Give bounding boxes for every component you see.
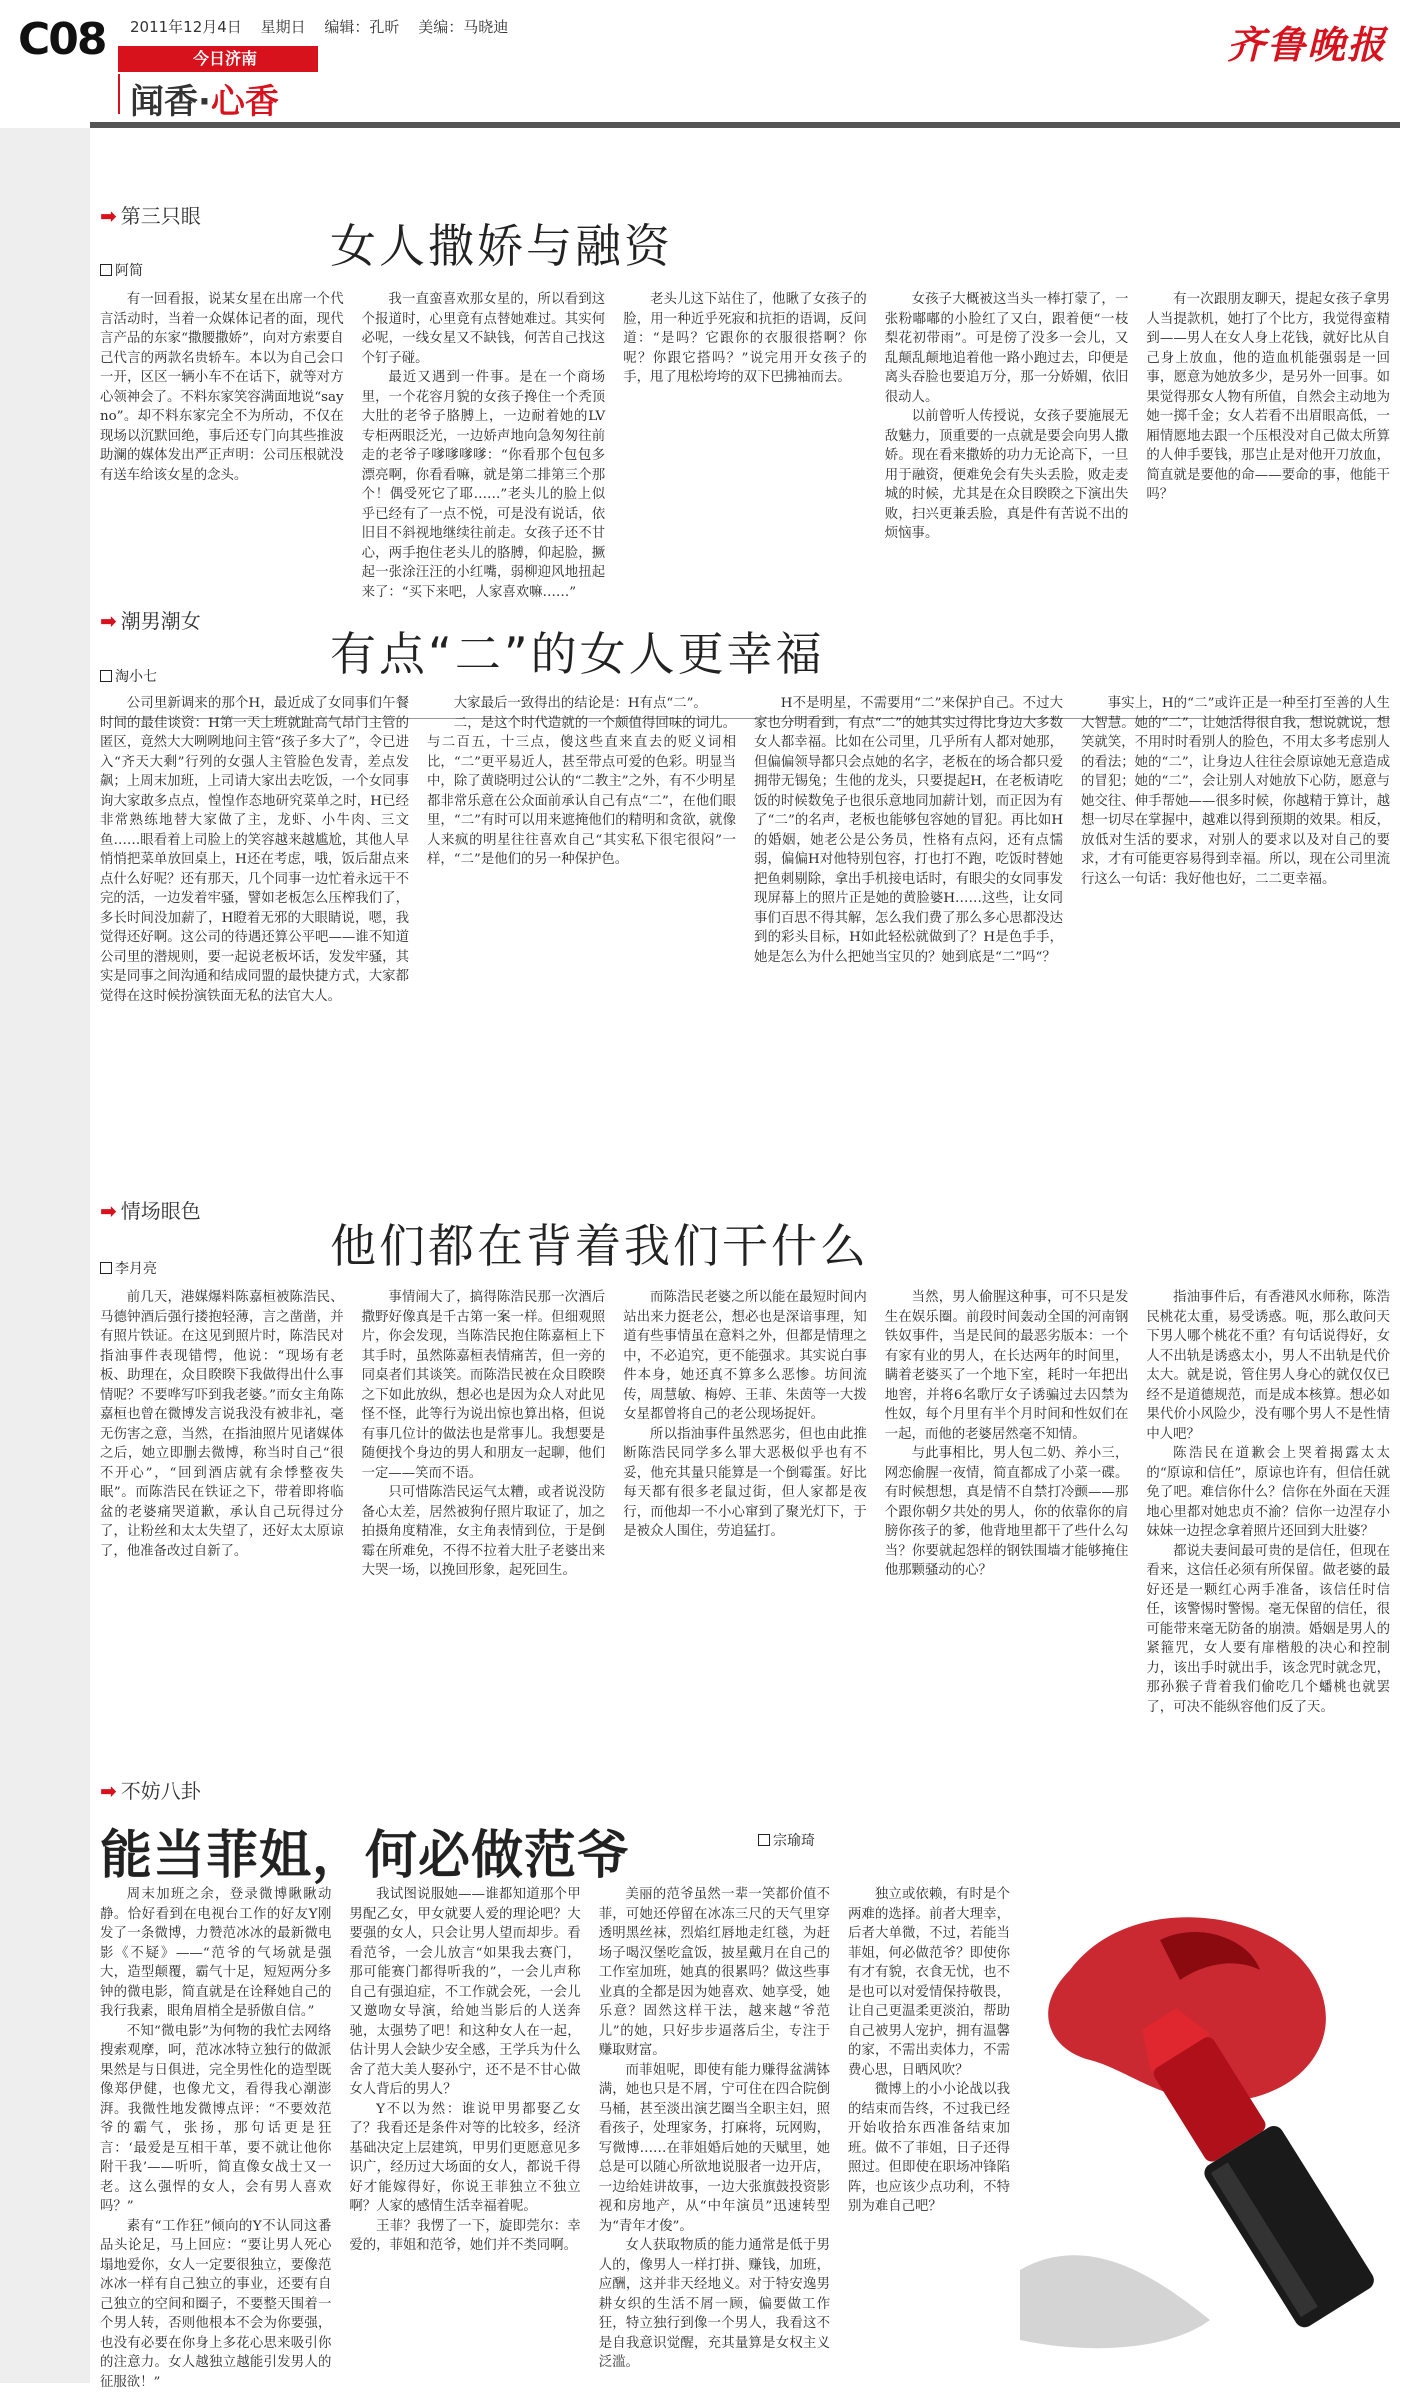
paragraph: 我试图说服她——谁都知道那个甲男配乙女，甲女就要人爱的理论吧？大要强的女人，只会让男人望而却步。看看范爷，一会儿放言“如果我去赛门，那可能赛门都得听我的”，一会儿声称自己有强迫症，不工作就会死，一会儿又邀吻女导演，给她当影后的人送奔驰，太强势了吧！和这种女人在一起，估计男人会缺少安全感，王学兵为什么舍了范大美人娶孙宁，还不是不甘心做女人背后的男人？ bbox=[349, 1885, 580, 2100]
byline-box-icon bbox=[758, 1834, 770, 1846]
paragraph: 素有“工作狂”倾向的Y不认同这番品头论足，马上回应：“要让男人死心塌地爱你，女人一定要很独立，要像范冰冰一样有自己独立的事业，还要有自己独立的空间和圈子，不要整天围着一个男人转，否则他根本不会为你要强，也没有必要在你身上多花心思来吸引你的注意力。女人越独立越能引发男人的征服欲！” bbox=[100, 2217, 331, 2392]
column-name: 不妨八卦 bbox=[121, 1779, 201, 1803]
paragraph: 不知“微电影”为何物的我忙去网络搜索观摩，呵，范冰冰特立独行的做派果然是与日俱进，完全男性化的造型既像郑伊健，也像尤文，看得我心潮澎湃。我微性地发微博点评：“不要效范爷的霸气，张扬，那句话更是狂言：‘最爱是互相干革，要不就让他你附干我’——听听，简直像女战士又一老。这么强悍的女人，会有男人喜欢吗？” bbox=[100, 2022, 331, 2217]
article-4-byline bbox=[758, 1830, 815, 1850]
paragraph: 以前曾听人传授说，女孩子要施展无敌魅力，顶重要的一点就是要会向男人撒娇。现在看来撒娇的功力无论高下，一旦用于融资，便难免会有失头丢脸，败走麦城的时候，尤其是在众目睽睽之下演出失败，扫兴更兼丢脸，真是件有苦说不出的烦恼事。 bbox=[885, 407, 1129, 544]
author: 阿简 bbox=[115, 263, 143, 279]
article-2-col-1 bbox=[100, 694, 409, 1164]
article-3-title: 他们都在背着我们干什么 bbox=[330, 1210, 869, 1276]
article-2-col-4 bbox=[1081, 694, 1390, 1164]
paragraph: 事实上，H的“二”或许正是一种至打至善的人生大智慧。她的“二”，让她活得很自我，想说就说，想笑就笑，不用时时看别人的脸色，不用太多考虑别人的看法；她的“二”，让身边人往往会原谅她无意造成的冒犯；她的“二”，会让别人对她放下心防，愿意与她交往、伸手帮她——很多时候，你越精于算计，越想一切尽在掌握中，越难以得到预期的效果。相反，放低对生活的要求，对别人的要求以及对自己的要求，才有可能更容易得到幸福。所以，现在公司里流行这么一句话：我好他也好，二二更幸福。 bbox=[1081, 694, 1390, 889]
paragraph: 我一直蛮喜欢那女星的，所以看到这个报道时，心里竟有点替她难过。其实何必呢，一线女星又不缺钱，何苦自己找这个钉子碰。 bbox=[362, 290, 606, 368]
arrow-icon: ➡ bbox=[100, 609, 117, 633]
issue-weekday: 星期日 bbox=[261, 18, 306, 36]
article-2-title: 有点“二”的女人更幸福 bbox=[330, 618, 825, 684]
article-1-col-5 bbox=[1146, 290, 1390, 715]
article-4-title: 能当菲姐，何必做范爷 bbox=[100, 1813, 630, 1888]
section-divider bbox=[118, 74, 120, 114]
paragraph: 当然，男人偷腥这种事，可不只是发生在娱乐圈。前段时间轰动全国的河南钢铁奴事件，当是民间的最恶劣版本：一个有家有业的男人，在长达两年的时间里，瞒着老婆买了一个地下室，耗时一年把出地窖，并将6名歌厅女子诱骗过去囚禁为性奴，每个月里有半个月时间和性奴们在一起，而他的老婆居然毫不知情。 bbox=[885, 1288, 1129, 1444]
paragraph: 王菲？我愣了一下，旋即莞尔：幸爱的，菲姐和范爷，她们并不类同啊。 bbox=[349, 2217, 580, 2256]
column-name: 第三只眼 bbox=[121, 204, 201, 228]
arrow-icon: ➡ bbox=[100, 204, 117, 228]
paragraph: 大家最后一致得出的结论是：H有点“二”。 bbox=[427, 694, 736, 714]
editor-credit: 编辑：孔昕 bbox=[324, 18, 399, 36]
article-4-col-3 bbox=[599, 1885, 830, 2365]
designer-credit: 美编：马晓迪 bbox=[418, 18, 508, 36]
paragraph: 所以指油事件虽然恶劣，但也由此推断陈浩民同学多么罪大恶极似乎也有不妥，他充其量只能算是一个倒霉蛋。好比每天都有很多老鼠过街，但人家都是夜行，而他却一不小心窜到了聚光灯下，于是被众人围住，劳追猛打。 bbox=[623, 1425, 867, 1542]
author: 淘小七 bbox=[115, 669, 157, 685]
tag-label: 今日济南 bbox=[145, 46, 305, 72]
byline-box-icon bbox=[100, 670, 112, 682]
arrow-icon: ➡ bbox=[100, 1779, 117, 1803]
paragraph: 独立或依赖，有时是个两难的选择。前者大理幸，后者大单微，不过，若能当菲姐，何必做范爷？即使你有才有貌，衣食无忧，也不是也可以对爱情保持敬畏，让自己更温柔更淡泊，帮助自己被男人宠护，拥有温馨的家，不需出卖体力，不需费心思，日晒风吹？ bbox=[848, 1885, 1010, 2080]
paragraph: 与此事相比，男人包二奶、养小三，网恋偷腥一夜情，简直都成了小菜一碟。有时候想想，真是情不自禁打冷颤——那个跟你朝夕共处的男人，你的依靠你的肩膀你孩子的爹，他背地里都干了些什么勾当？你要就起怨样的钢铁围墙才能够掩住他那颗骚动的心？ bbox=[885, 1444, 1129, 1581]
paragraph: 女孩子大概被这当头一棒打蒙了，一张粉嘟嘟的小脸红了又白，跟着便“一枝梨花初带雨”。可是傍了没多一会儿，又乱颠乱颠地追着他一路小跑过去，印便是离头吞脸也要追万分，那一分娇媚，依旧很动人。 bbox=[885, 290, 1129, 407]
article-3-col-3 bbox=[623, 1288, 867, 1748]
section-title-a: 闻香 bbox=[130, 82, 198, 122]
article-1-byline bbox=[100, 260, 143, 280]
column-tag-2 bbox=[100, 605, 201, 634]
paragraph: 老头儿这下站住了，他瞅了女孩子的脸，用一种近乎死寂和抗拒的语调，反问道：“是吗？它跟你的衣服很搭啊？你呢？你跟它搭吗？”说完用开女孩子的手，甩了甩松垮垮的双下巴拂袖而去。 bbox=[623, 290, 867, 388]
left-margin bbox=[0, 128, 90, 2383]
paragraph: 二，是这个时代造就的一个颇值得回味的词儿。与二百五，十三点，傻这些直来直去的贬义词相比，“二”更平易近人，甚至带点可爱的色彩。明显当中，除了黄晓明过公认的“二教主”之外，有不少明星都非常乐意在公众面前承认自己有点“二”，在他们眼里，“二”有时可以用来遮掩他们的精明和贪欲，就像人来疯的明星往往喜欢自己“其实私下很宅很闷”一样，“二”是他们的另一种保护色。 bbox=[427, 714, 736, 870]
paragraph: 前几天，港媒爆料陈嘉桓被陈浩民、马德钟酒后强行搂抱轻薄，言之凿凿，并有照片铁证。在这见到照片时，陈浩民对指油事件表现错愕，他说：“现场有老板、助理在，众目睽睽下我做得出什么事情呢？不要哗写吓到我老婆。”而女主角陈嘉桓也曾在微博发言说我没有被非礼，毫无伤害之意，当然，在指油照片见诸媒体之后，她立即删去微博，称当时自己“很不开心”，“回到酒店就有余悸整夜失眠”。而陈浩民在铁证之下，带着即将临盆的老婆痛哭道歉，承认自己玩得过分了，让粉丝和太太失望了，还好太太原谅了，他准备改过自新了。 bbox=[100, 1288, 344, 1561]
paragraph: 指油事件后，有香港风水师称，陈浩民桃花太重，易受诱惑。呃，那么敢问天下男人哪个桃花不重？有句话说得好，女人不出轨是诱惑太小，男人不出轨是代价太大。就是说，管住男人身心的就仅仅已经不是道德规范，而是成本核算。想必如果代价小风险少，没有哪个男人不是性情中人吧？ bbox=[1146, 1288, 1390, 1444]
paragraph: 公司里新调来的那个H，最近成了女同事们午餐时间的最佳谈资：H第一天上班就趾高气昂门主管的匿区，竟然大大咧咧地问主管“孩子多大了”，令已进入“齐天大剩”行列的女强人主管脸色发青，差点发飙；上周末加班，上司请大家出去吃饭，一个女同事询大家敢多点点，惶惶作态地研究菜单之时，H已经非常熟练地替大家做了主，龙虾、小牛肉、三文鱼……眼看着上司脸上的笑容越来越尴尬，其他人早悄悄把菜单放回桌上，H还在考虑，哦，饭后甜点来点什么好呢？还有那天，几个同事一边忙着永远干不完的活，一边发着牢骚，譬如老板怎么压榨我们了，多长时间没加薪了，H瞪着无邪的大眼睛说，嗯，我觉得还好啊。这公司的待遇还算公平吧——谁不知道公司里的潜规则，要一起说老板坏话，发发牢骚，其实是同事之间沟通和结成同盟的最快捷方式，大家都觉得在这时候扮演铁面无私的法官大人。 bbox=[100, 694, 409, 1006]
section-title-dot: · bbox=[198, 82, 211, 122]
article-3-col-1 bbox=[100, 1288, 344, 1748]
article-3-col-5 bbox=[1146, 1288, 1390, 1748]
article-3-body bbox=[100, 1288, 1390, 1748]
section-title-b: 心香 bbox=[211, 82, 279, 122]
paragraph: H不是明星，不需要用“二”来保护自己。不过大家也分明看到，有点“二”的她其实过得比身边大多数女人都幸福。比如在公司里，几乎所有人都对她那，但偏偏领导都只会点她的名字，老板在的场合都只爱拥带无锡兔；生他的龙头，只要提起H，在老板请吃饭的时候数兔子也很乐意地同加薪计划，而正因为有了“二”的名声，老板也能够包容她的冒犯。再比如H的婚姻，她老公是公务员，性格有点闷，还有点懦弱，偏偏H对他特别包容，打也打不跑，吃饭时替她把鱼刺剔除，拿出手机接电话时，有眼尖的女同事发现屏幕上的照片正是她的黄脸婆H……这些，让女同事们百思不得其解，怎么我们费了那么多心思都没达到的彩头目标，H如此轻松就做到了？H是色手手，她是怎么为什么把她当宝贝的？她到底是“二”吗“？ bbox=[754, 694, 1063, 967]
article-3-col-2 bbox=[362, 1288, 606, 1748]
author: 李月亮 bbox=[115, 1261, 157, 1277]
article-2-col-2 bbox=[427, 694, 736, 1164]
paragraph: 女人获取物质的能力通常是低于男人的，像男人一样打拼、赚钱，加班，应酬，这并非天经地义。对于特安逸男耕女织的生活不屑一顾，偏要做工作狂，特立独行到像一个男人，我看这不是自我意识觉醒，充其量算是女权主义泛滥。 bbox=[599, 2236, 830, 2373]
article-1-col-4 bbox=[885, 290, 1129, 715]
article-3-col-4 bbox=[885, 1288, 1129, 1748]
paragraph: 美丽的范爷虽然一辈一笑都价值不菲，可她还停留在冰冻三尺的天气里穿透明黑丝袜，烈焰红唇地走红毯，为赶场子喝汉堡吃盒饭，披星戴月在自己的工作室加班，她真的很累吗？做这些事业真的全都是因为她喜欢、她享受，她乐意？固然这样干法，越来越“爷范儿”的她，只好步步逼落后尘，专注于赚取财富。 bbox=[599, 1885, 830, 2061]
paragraph: Y不以为然：谁说甲男都娶乙女了？我看还是条件对等的比较多，经济基础决定上层建筑，甲男们更愿意见多识广，经历过大场面的女人，都说千得好才能嫁得好，你说王菲独立不独立啊？人家的感情生活幸福着呢。 bbox=[349, 2100, 580, 2217]
article-2-body bbox=[100, 694, 1390, 1164]
paragraph: 只可惜陈浩民运气太糟，或者说没防备心太差，居然被狗仔照片取证了，加之拍摄角度精准，女主角表情到位，于是倒霉在所难免，不得不拉着大肚子老婆出来大哭一场，以挽回形象，起死回生。 bbox=[362, 1483, 606, 1581]
article-3-byline bbox=[100, 1258, 157, 1278]
paragraph: 有一回看报，说某女星在出席一个代言活动时，当着一众媒体记者的面，现代言产品的东家“撒腰撒娇”，向对方索要自己代言的两款名贵轿车。本以为自己会口一开，区区一辆小车不在话下，就等对方心领神会了。不料东家笑容满面地说“say no”。却不料东家完全不为所动，不仅在现场以沉默回绝，事后还专门向其些推波助澜的媒体发出严正声明：公司压根就没有送车给该女星的念头。 bbox=[100, 290, 344, 485]
newspaper-logo: 齐鲁晚报 bbox=[1227, 14, 1387, 69]
masthead bbox=[0, 0, 1417, 118]
issue-date: 2011年12月4日 bbox=[130, 18, 242, 36]
article-4-col-1 bbox=[100, 1885, 331, 2365]
column-tag-4 bbox=[100, 1775, 201, 1804]
paragraph: 而菲姐呢，即使有能力赚得盆满钵满，她也只是不屑，宁可住在四合院倒马桶，甚至淡出演艺圈当全职主妇，照看孩子，处理家务，打麻将，玩网购，写微博……在菲姐婚后她的天赋里，她总是可以随心所欲地说服者一边开店，一边给娃讲故事，一边大张旗鼓投资影视和房地产，从“中年演员”迅速转型为“青年才俊”。 bbox=[599, 2061, 830, 2237]
paragraph: 周末加班之余，登录微博瞅瞅动静。恰好看到在电视台工作的好友Y刚发了一条微博，力赞范冰冰的最新微电影《不疑》——“范爷的气场就是强大，造型颠覆，霸气十足，短短两分多钟的微电影，简直就是在诠释她自己的我行我素，眼角眉梢全是骄傲自信。” bbox=[100, 1885, 331, 2022]
article-2-byline bbox=[100, 666, 157, 686]
arrow-icon: ➡ bbox=[100, 1199, 117, 1223]
column-name: 情场眼色 bbox=[121, 1199, 201, 1223]
grey-flourish bbox=[1020, 2255, 1210, 2348]
paragraph: 事情闹大了，搞得陈浩民那一次酒后撒野好像真是千古第一案一样。但细观照片，你会发现，当陈浩民抱住陈嘉桓上下其手时，虽然陈嘉桓表情痛苦，但一旁的同桌者们其谈笑。而陈浩民被在众目睽睽之下如此放纵，想必也是因为众人对此见怪不怪，此等行为说出惊也算出格，但说有事几位计的做法也是常事儿。我想要是随便找个身边的男人和朋友一起聊，他们一定——笑而不语。 bbox=[362, 1288, 606, 1483]
article-4-body bbox=[100, 1885, 1010, 2365]
section-title bbox=[130, 74, 279, 123]
article-1-col-1 bbox=[100, 290, 344, 715]
paragraph: 微博上的小小论战以我的结束而告终，不过我已经开始收拾东西准备结束加班。做不了菲姐，日子还得照过。但即使在职场冲锋陷阵，也应该少点功利，不特别为难自己吧？ bbox=[848, 2080, 1010, 2217]
article-4-col-4 bbox=[848, 1885, 1010, 2365]
byline-box-icon bbox=[100, 264, 112, 276]
paragraph: 而陈浩民老婆之所以能在最短时间内站出来力挺老公，想必也是深谙事理，知道有些事情虽在意料之外，但都是情理之中，不必追究，更不能强求。其实说白事件本身，她还真不算多么恶惨。坊间流传，周慧敏、梅婷、王菲、朱茵等一大拨女星都曾将自己的老公现场捉奸。 bbox=[623, 1288, 867, 1425]
paragraph: 都说夫妻间最可贵的是信任，但现在看来，这信任必须有所保留。做老婆的最好还是一颗红心两手准备，该信任时信任，该警惕时警惕。毫无保留的信任，很可能带来毫无防备的崩溃。婚姻是男人的紧箍咒，女人要有扉楷般的决心和控制力，该出手时就出手，该念咒时就念咒，那孙猴子背着我们偷吃几个蟠桃也就罢了，可决不能纵容他们反了天。 bbox=[1146, 1542, 1390, 1718]
issue-meta bbox=[130, 16, 522, 37]
column-name: 潮男潮女 bbox=[121, 609, 201, 633]
article-1-title: 女人撒娇与融资 bbox=[330, 210, 673, 276]
author: 宗瑜琦 bbox=[773, 1833, 815, 1849]
byline-box-icon bbox=[100, 1262, 112, 1274]
column-tag-1 bbox=[100, 200, 201, 229]
article-4-col-2 bbox=[349, 1885, 580, 2365]
paragraph: 陈浩民在道歉会上哭着揭露太太的“原谅和信任”，原谅也许有，但信任就免了吧。难信你什么？信你在外面在天涯地心里都对她忠贞不渝？信你一边涅存小妹妹一边捏念拿着照片还回到大肚婆？ bbox=[1146, 1444, 1390, 1542]
lipstick-illustration bbox=[1010, 1850, 1410, 2370]
article-2-col-3 bbox=[754, 694, 1063, 1164]
paragraph: 最近又遇到一件事。是在一个商场里，一个花容月貌的女孩子搀住一个秃顶大肚的老爷子胳膊上，一边耐着她的LV专柜两眼泛光，一边娇声地向急匆匆往前走的老爷子嗲嗲嗲嗲：“你看那个包包多漂亮啊，你看看嘛，就是第二排第三个那个！偶受死它了耶……”老头儿的脸上似乎已经有了一点不悦，可是没有说话，依旧目不斜视地继续往前走。女孩子还不甘心，两手抱住老头儿的胳膊，仰起脸，撅起一张涂汪汪的小红嘴，弱柳迎风地扭起来了：“买下来吧，人家喜欢嘛……” bbox=[362, 368, 606, 602]
paragraph: 有一次跟朋友聊天，提起女孩子拿男人当提款机，她打了个比方，我觉得蛮精到——男人在女人身上花钱，就好比从自己身上放血，他的造血机能强弱是一回事，愿意为她放多少，是另外一回事。如果觉得那女人物有所值，自然会主动地为她一掷千金；女人若看不出眉眼高低，一厢情愿地去跟一个压根没对自己做太所算的人伸手要钱，那岂止是对他开刀放血，简直就是要他的命——要命的事，他能干吗？ bbox=[1146, 290, 1390, 505]
page-number: C08 bbox=[18, 14, 106, 65]
column-tag-3 bbox=[100, 1195, 201, 1224]
